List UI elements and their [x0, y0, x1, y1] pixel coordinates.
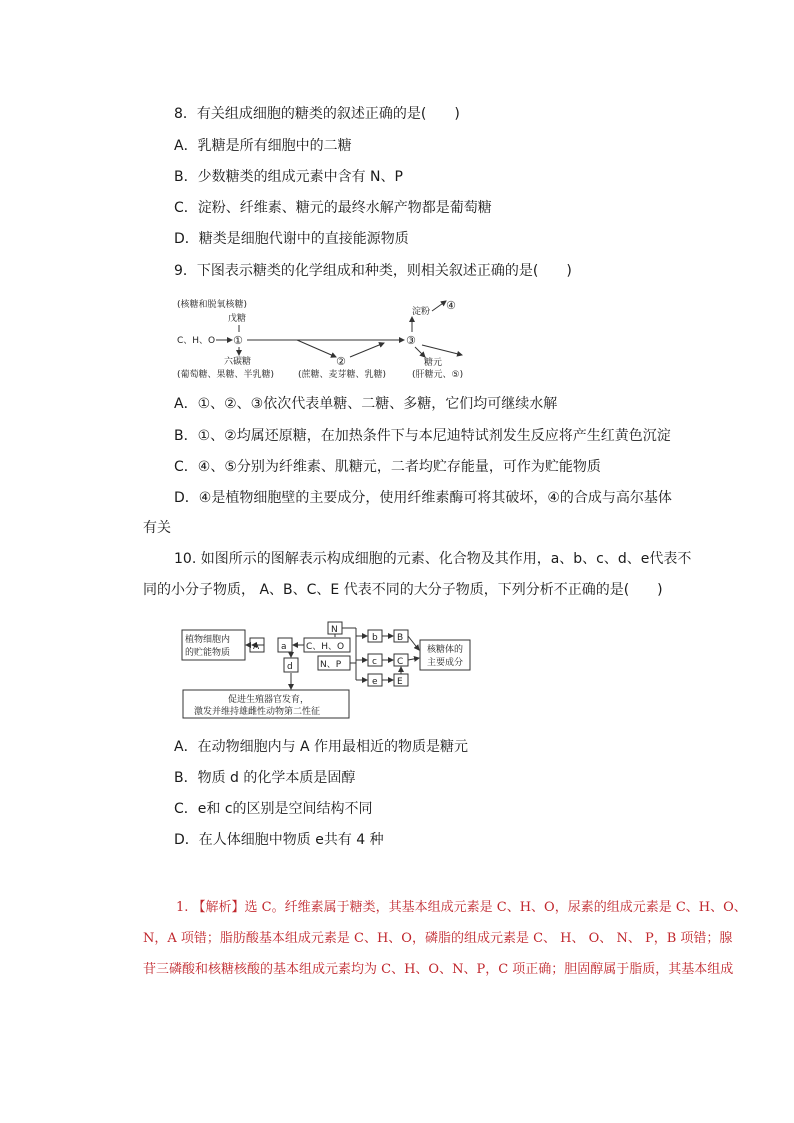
answer-line-2: N，A 项错；脂肪酸基本组成元素是 C、H、O，磷脂的组成元素是 C、 H、 O、 N、 P，B 项错；腺	[143, 931, 733, 946]
pentose-label: 戊糖	[228, 314, 247, 324]
node-2-note: (蔗糖、麦芽糖、乳糖)	[298, 370, 387, 380]
node-C: C	[397, 657, 404, 667]
node-4: ④	[446, 299, 456, 312]
ribosome-label-1: 核糖体的	[427, 645, 464, 655]
promote-label-2: 激发并维持雄雌性动物第二性征	[194, 707, 321, 717]
q10-option-c: C．e和 c的区别是空间结构不同	[174, 801, 373, 817]
q10-option-d: D．在人体细胞中物质 e共有 4 种	[174, 832, 384, 848]
hexose-label: 六碳糖	[224, 357, 252, 367]
node-c: c	[372, 657, 377, 667]
q8-option-c: C．淀粉、纤维素、糖元的最终水解产物都是葡萄糖	[174, 200, 492, 216]
q10-stem-line2: 同的小分子物质， A、B、C、E 代表不同的大分子物质，下列分析不正确的是( )	[143, 582, 663, 598]
glycogen-note: (肝糖元、⑤)	[412, 370, 464, 380]
node-d: d	[287, 662, 293, 672]
answer-line-1: 1. 【解析】选 C。纤维素属于糖类，其基本组成元素是 C、H、O，尿素的组成元素是 C、H、O、	[176, 900, 747, 915]
compound-function-diagram	[180, 620, 480, 720]
hexose-note: (葡萄糖、果糖、半乳糖)	[177, 370, 275, 380]
node-A: A	[253, 642, 260, 652]
q8-stem: 8．有关组成细胞的糖类的叙述正确的是( )	[174, 106, 460, 122]
node-2: ②	[336, 355, 346, 368]
q10-option-b: B．物质 d 的化学本质是固醇	[174, 770, 356, 786]
q9-option-a: A．①、②、③依次代表单糖、二糖、多糖，它们均可继续水解	[174, 396, 558, 412]
q9-option-c: C．④、⑤分别为纤维素、肌糖元，二者均贮存能量，可作为贮能物质	[174, 459, 601, 475]
pentose-note: (核糖和脱氧核糖)	[177, 300, 248, 310]
storage-label-2: 的贮能物质	[185, 648, 231, 658]
elements-label: C、H、O	[177, 336, 216, 346]
q10-option-a: A．在动物细胞内与 A 作用最相近的物质是糖元	[174, 739, 469, 755]
storage-label-1: 植物细胞内	[185, 635, 231, 645]
promote-label-1: 促进生殖器官发育，	[228, 695, 310, 705]
q8-option-d: D．糖类是细胞代谢中的直接能源物质	[174, 231, 409, 247]
answer-line-3: 苷三磷酸和核糖核酸的基本组成元素均为 C、H、O、N、P，C 项正确；胆固醇属于脂质，其基本组成	[143, 962, 734, 977]
q9-option-d: D．④是植物细胞壁的主要成分，使用纤维素酶可将其破坏，④的合成与高尔基体	[174, 490, 672, 506]
node-E: E	[397, 677, 403, 687]
sugar-classification-diagram	[172, 295, 482, 385]
q9-option-d-continued: 有关	[143, 520, 171, 536]
node-b: b	[372, 633, 378, 643]
starch-label: 淀粉	[412, 307, 431, 317]
node-a: a	[281, 642, 287, 652]
q10-stem-line1: 10. 如图所示的图解表示构成细胞的元素、化合物及其作用，a、b、c、d、e代表不	[174, 551, 692, 567]
ribosome-label-2: 主要成分	[427, 658, 464, 668]
q9-option-b: B．①、②均属还原糖，在加热条件下与本尼迪特试剂发生反应将产生红黄色沉淀	[174, 428, 671, 444]
node-N: N	[331, 625, 338, 635]
node-NP: N、P	[320, 660, 342, 670]
node-3: ③	[406, 334, 416, 347]
node-e: e	[372, 677, 378, 687]
glycogen-label: 糖元	[424, 358, 443, 368]
q8-option-a: A．乳糖是所有细胞中的二糖	[174, 138, 352, 154]
node-B: B	[397, 633, 404, 643]
q8-option-b: B．少数糖类的组成元素中含有 N、P	[174, 169, 403, 185]
q9-stem: 9．下图表示糖类的化学组成和种类，则相关叙述正确的是( )	[174, 263, 572, 279]
node-CHO: C、H、O	[306, 642, 345, 652]
node-1: ①	[233, 334, 243, 347]
